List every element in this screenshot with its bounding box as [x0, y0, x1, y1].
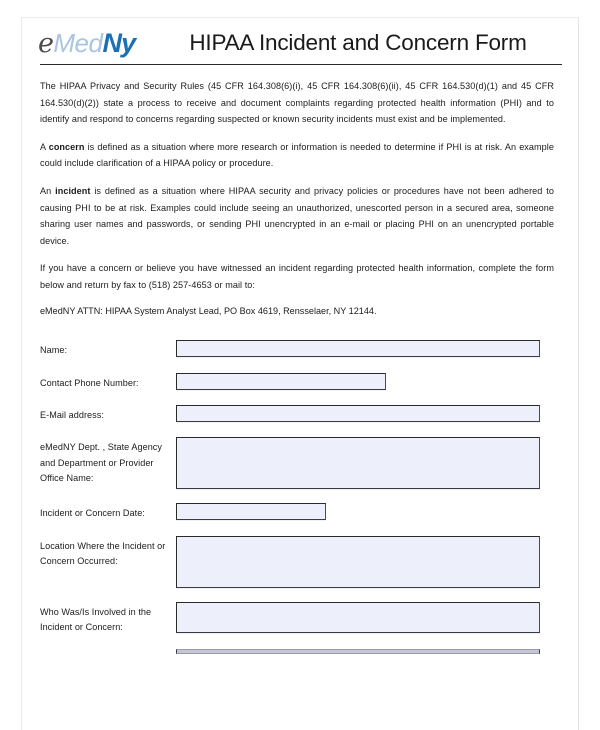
form-row-incident-date — [40, 503, 554, 521]
form-row-contact-phone — [40, 373, 554, 391]
label-email-address: E-Mail address: — [40, 409, 104, 420]
emedny-logo — [38, 27, 156, 59]
label-location-of-incident: Location Where the Incident or Concern Occurred: — [40, 540, 166, 567]
mailing-address: eMedNY ATTN: HIPAA System Analyst Lead, PO Box 4619, Rensselaer, NY 12144. — [40, 305, 377, 316]
form-row-email — [40, 405, 554, 423]
input-contact-phone-number[interactable] — [176, 373, 386, 390]
label-who-was-involved: Who Was/Is Involved in the Incident or Concern: — [40, 606, 152, 633]
form-fields-section — [22, 319, 578, 653]
logo-text-med: Med — [53, 27, 103, 58]
paragraph-hipaa-rules: The HIPAA Privacy and Security Rules (45 CFR 164.308(6)(i), 45 CFR 164.308(6)(ii), 45 CFR 164.530(d)(1) and 45 CFR 164.530(d)(2)) state a process to receive and document complaints regarding protected health information (PHI) and to identify and respond to concerns regarding suspected or known security incidents must exist and be implemented. — [40, 81, 554, 125]
paragraph-incident-definition — [40, 183, 554, 249]
concern-rest-text: is defined as a situation where more research or information is needed to determine if PHI is at risk. An example could include clarification of a HIPAA policy or procedure. — [40, 141, 554, 169]
label-emedny-department: eMedNY Dept. , State Agency and Department or Provider Office Name: — [40, 442, 162, 484]
concern-lead-text: A — [40, 141, 49, 152]
form-row-location — [40, 536, 554, 588]
incident-rest-text: is defined as a situation where HIPAA security and privacy policies or procedures have not been adhered to causing PHI to be at risk. Examples could include seeing an unauthorized, unescorted person in a secured area, someone sharing user names and passwords, or sending PHI unencrypted in an e-mail or placing PHI on an unencrypted portable device. — [40, 185, 554, 246]
label-contact-phone-number: Contact Phone Number: — [40, 377, 139, 388]
incident-lead-text: An — [40, 185, 56, 196]
input-email-address[interactable] — [176, 405, 540, 422]
input-location-of-incident[interactable] — [176, 536, 540, 588]
document-body — [22, 65, 578, 319]
input-name[interactable] — [176, 340, 540, 357]
label-incident-or-concern-date: Incident or Concern Date: — [40, 508, 145, 519]
input-emedny-department[interactable] — [176, 437, 540, 489]
page-title: HIPAA Incident and Concern Form — [189, 30, 527, 55]
form-row-department — [40, 437, 554, 489]
form-row-who-involved — [40, 602, 554, 636]
input-next-field-clipped[interactable] — [176, 649, 540, 654]
paragraph-submission-instructions: If you have a concern or believe you have witnessed an incident regarding protected health information, complete the form below and return by fax to (518) 257-4653 or mail to: — [40, 263, 554, 290]
input-who-was-involved[interactable] — [176, 602, 540, 633]
input-incident-or-concern-date[interactable] — [176, 503, 326, 520]
document-header — [22, 18, 578, 60]
concern-term: concern — [48, 141, 85, 152]
paragraph-concern-definition — [40, 139, 554, 172]
incident-term: incident — [55, 185, 91, 196]
logo-letter-e: e — [38, 27, 54, 59]
logo-text-ny: Ny — [102, 27, 136, 58]
label-name: Name: — [40, 345, 68, 356]
page-sheet — [21, 17, 579, 730]
form-row-name — [40, 340, 554, 358]
